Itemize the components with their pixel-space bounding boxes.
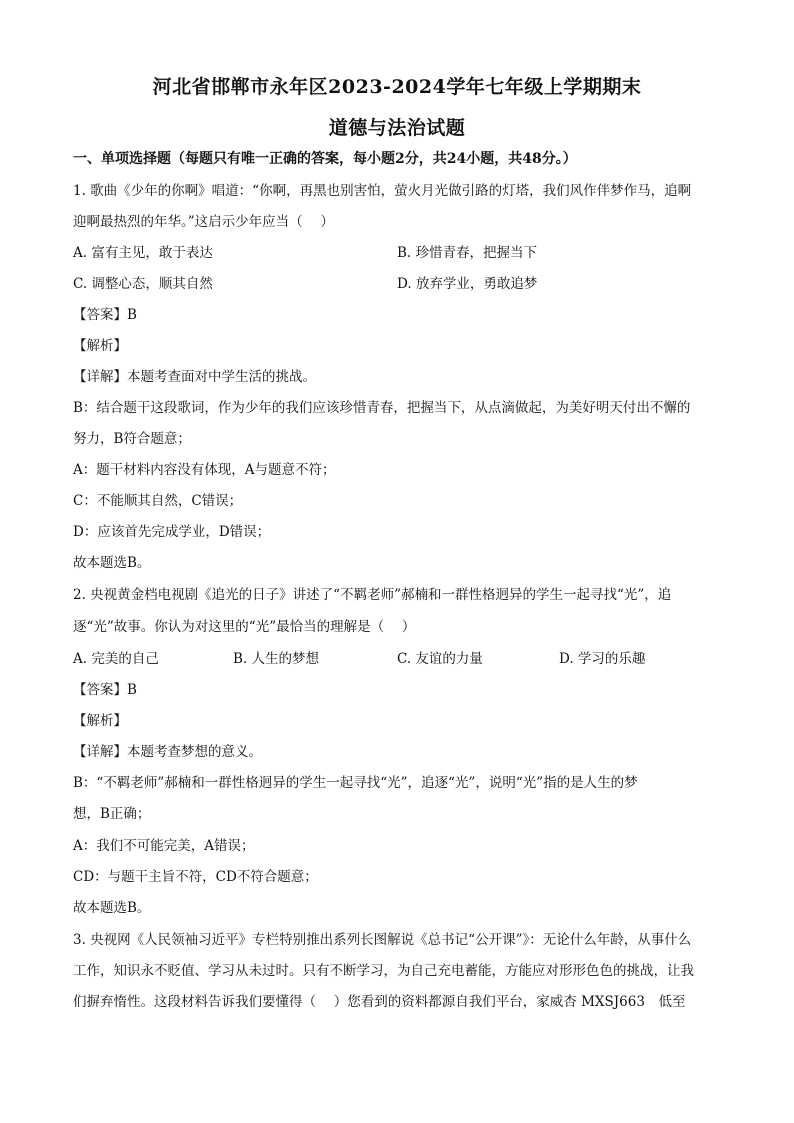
question-3-line-2: 工作，知识永不贬值、学习从未过时。只有不断学习，为自己充电蓄能，方能应对形形色色的挑战，让我 — [73, 963, 694, 979]
question-3-line-1: 3. 央视网《人民领袖习近平》专栏特别推出系列长图解说《总书记“公开课”》：无论什么年龄，从事什么 — [73, 932, 692, 948]
question-1-explanation-4: C：不能顺其自然，C错误； — [73, 493, 243, 509]
question-1-answer: 【答案】B — [73, 307, 137, 323]
question-2-explanation-2: 想，B正确； — [73, 806, 151, 822]
question-2-detail: 【详解】本题考查梦想的意义。 — [73, 744, 262, 760]
question-1-option-d: D. 放弃学业，勇敢追梦 — [397, 276, 538, 292]
question-1-option-b: B. 珍惜青春，把握当下 — [397, 245, 538, 261]
question-1-conclusion: 故本题选B。 — [73, 555, 151, 571]
question-1-analysis-label: 【解析】 — [73, 338, 127, 354]
question-2-explanation-4: CD：与题干主旨不符，CD不符合题意； — [73, 869, 318, 885]
question-2-option-b: B. 人生的梦想 — [233, 651, 320, 667]
question-2-option-d: D. 学习的乐趣 — [559, 651, 646, 667]
section-heading: 一、单项选择题（每题只有唯一正确的答案，每小题2分，共24小题，共48分。） — [73, 151, 577, 167]
question-2-explanation-1: B：“不羁老师”郝楠和一群性格迥异的学生一起寻找“光”，追逐“光”，说明“光”指的是人生的梦 — [73, 775, 638, 791]
question-1-explanation-3: A：题干材料内容没有体现，A与题意不符； — [73, 462, 336, 478]
question-1-line-2: 迎啊最热烈的年华。”这启示少年应当（ ） — [73, 214, 334, 230]
question-1-detail: 【详解】本题考查面对中学生活的挑战。 — [73, 369, 316, 385]
document-title: 河北省邯郸市永年区2023-2024学年七年级上学期期末 — [152, 76, 642, 98]
question-1-explanation-1: B：结合题干这段歌词，作为少年的我们应该珍惜青春，把握当下，从点滴做起，为美好明天付出不懈的 — [73, 400, 691, 416]
question-3-line-3: 们摒弃惰性。这段材料告诉我们要懂得（ ）您看到的资料都源自我们平台，家威杏 MXSJ663 低至 — [73, 994, 686, 1010]
question-2-option-c: C. 友谊的力量 — [397, 651, 483, 667]
question-2-line-1: 2. 央视黄金档电视剧《追光的日子》讲述了“不羁老师”郝楠和一群性格迥异的学生一起寻找“光”，追 — [73, 587, 672, 603]
question-2-line-2: 逐“光”故事。你认为对这里的“光”最恰当的理解是（ ） — [73, 619, 416, 635]
question-1-option-c: C. 调整心态，顺其自然 — [73, 276, 213, 292]
document-subtitle: 道德与法治试题 — [328, 117, 466, 139]
question-1-option-a: A. 富有主见，敢于表达 — [73, 245, 213, 261]
question-1-explanation-2: 努力，B符合题意； — [73, 431, 191, 447]
question-2-answer: 【答案】B — [73, 682, 137, 698]
question-2-analysis-label: 【解析】 — [73, 713, 127, 729]
question-1-line-1: 1. 歌曲《少年的你啊》唱道：“你啊，再黑也别害怕，萤火月光做引路的灯塔，我们风作伴梦作马，追啊 — [73, 183, 692, 199]
question-2-conclusion: 故本题选B。 — [73, 900, 151, 916]
question-2-option-a: A. 完美的自己 — [73, 651, 159, 667]
question-1-explanation-5: D：应该首先完成学业，D错误； — [73, 524, 271, 540]
question-2-explanation-3: A：我们不可能完美，A错误； — [73, 838, 255, 854]
